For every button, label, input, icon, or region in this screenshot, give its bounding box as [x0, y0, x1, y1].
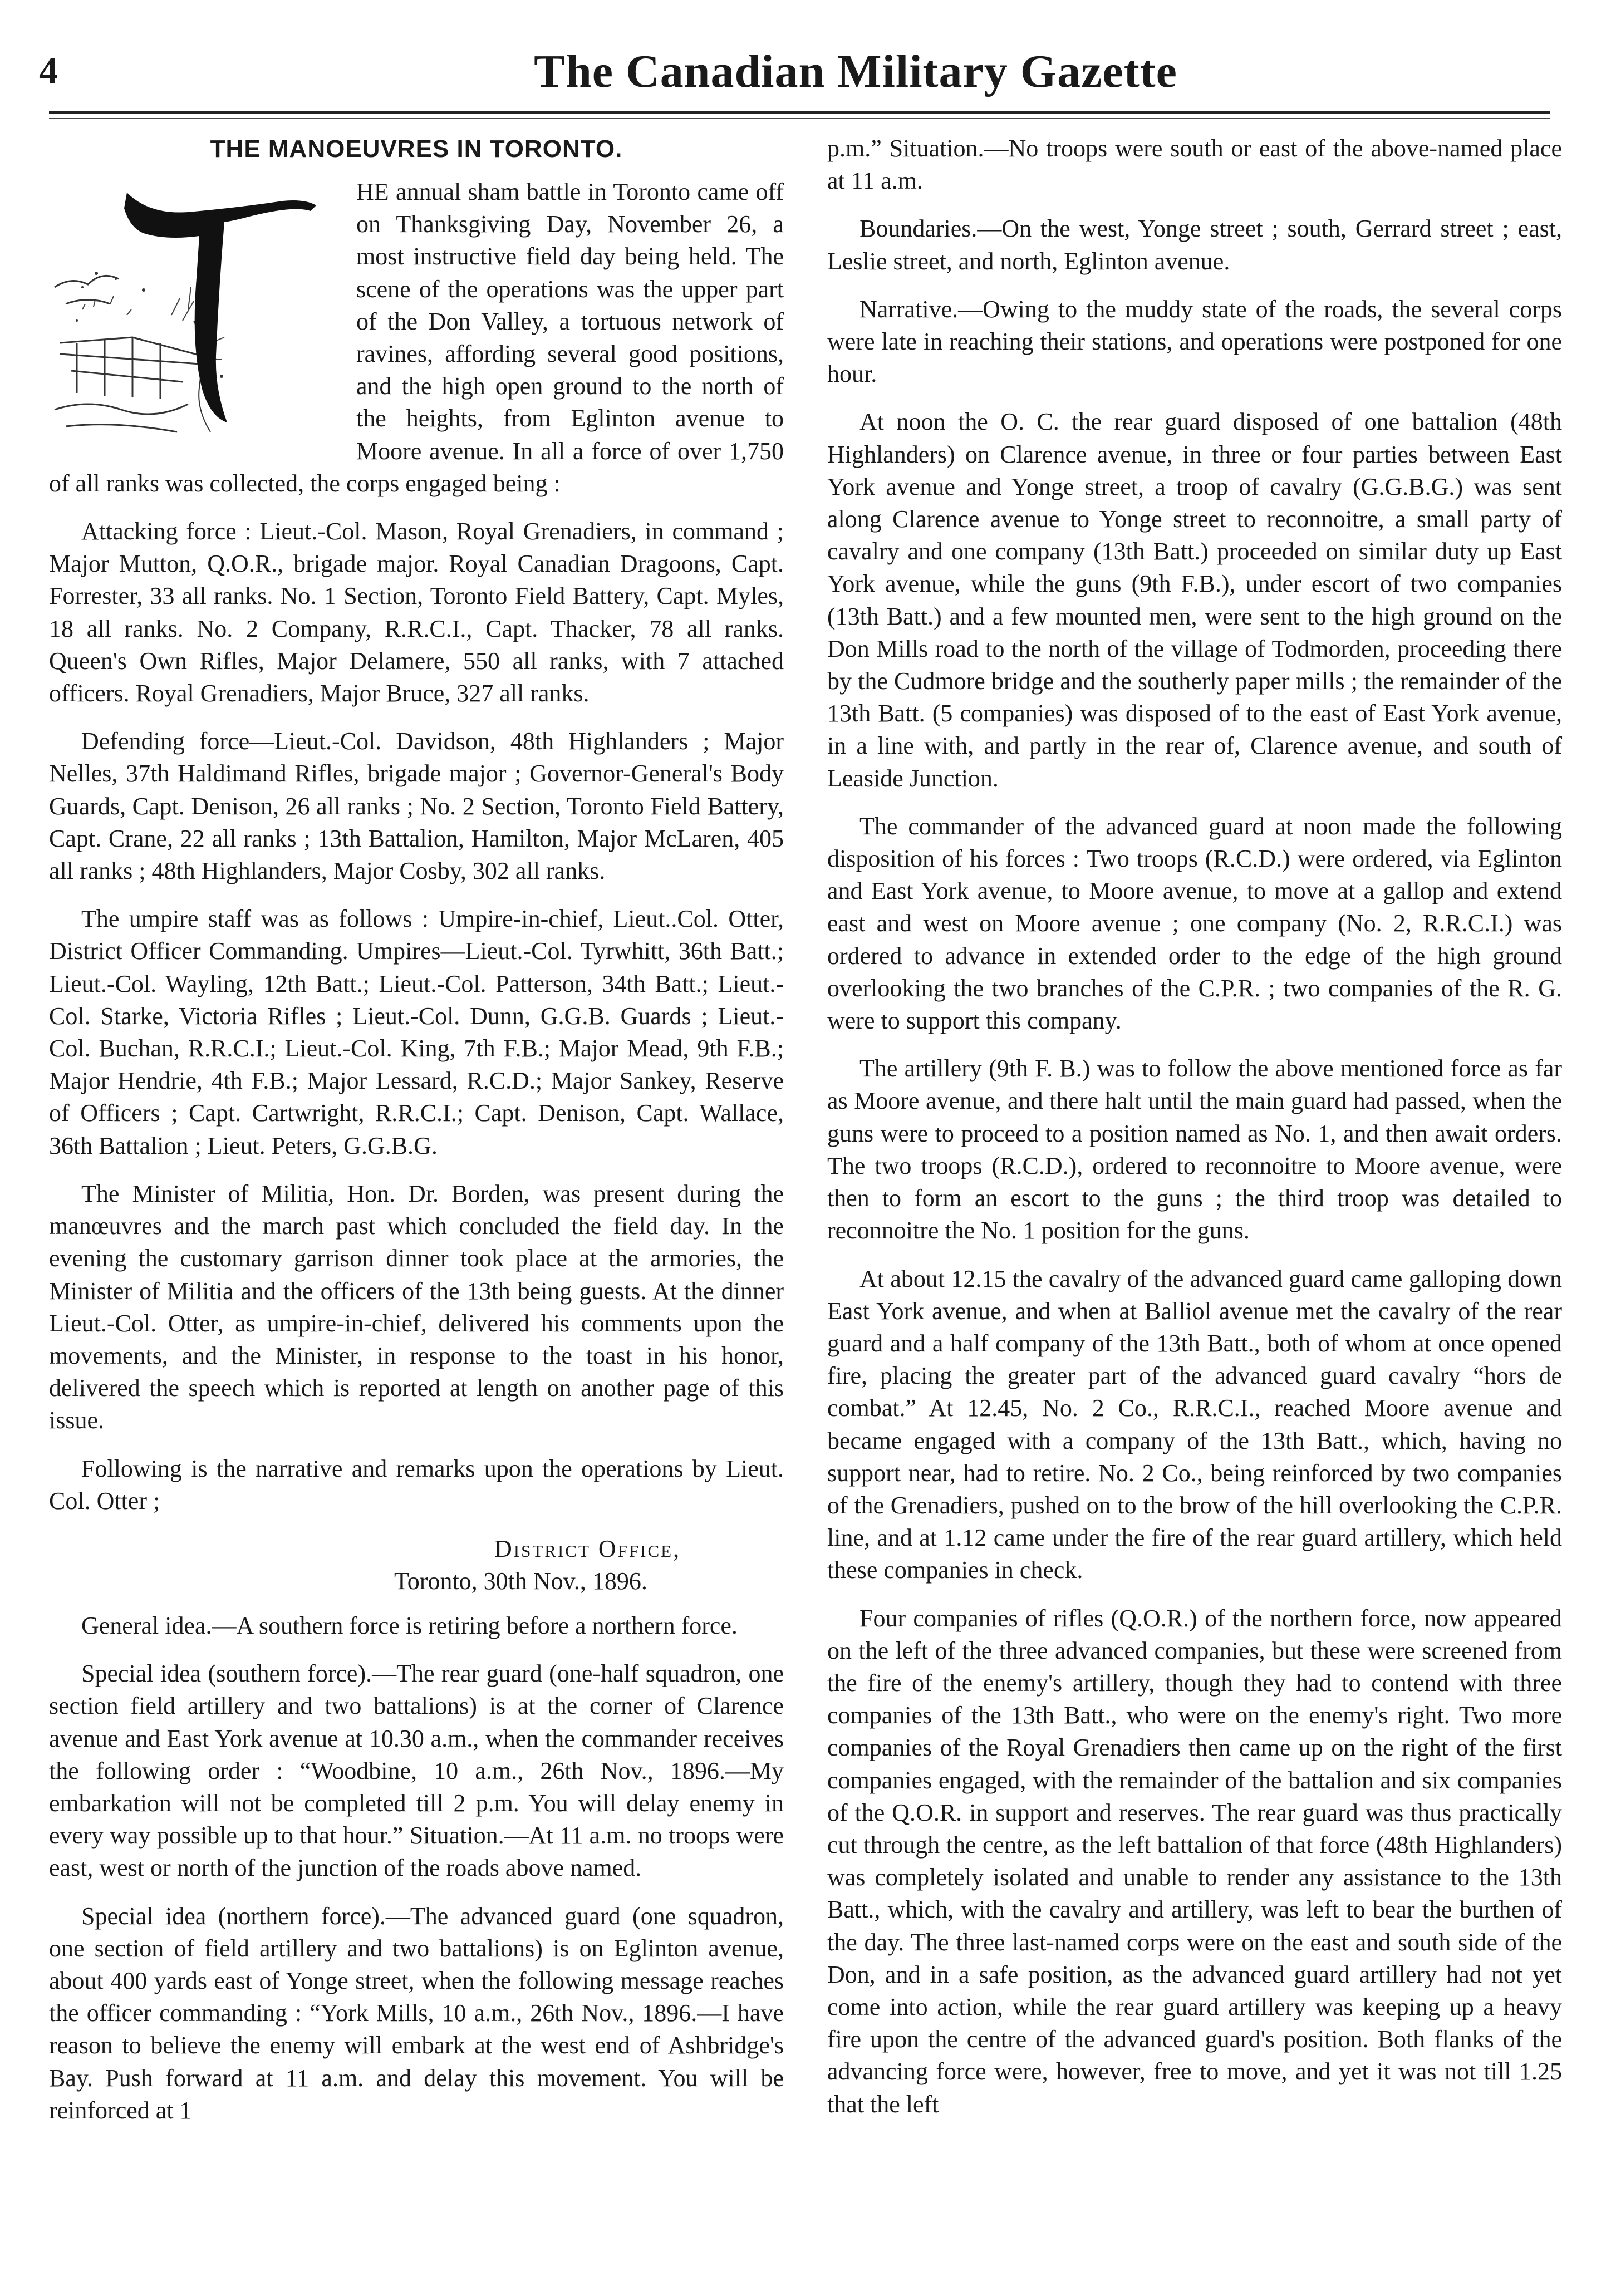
article-paragraph: At noon the O. C. the rear guard disposed of one battalion (48th Highlanders) on Clarence avenue, in three or four parties between East York avenue and Yonge street, a troop of cavalry (G.G.B.G.) was sent along Clarence avenue to Yonge street to reconnoitre, a small party of cavalry and one company (13th Batt.) proceeded on similar duty up East York avenue, while the guns (9th F.B.), under escort of two companies (13th Batt.) and a few mounted men, were sent to the high ground on the Don Mills road to the north of the village of Todmorden, proceeding there by the Cudmore bridge and the southerly paper mills ; the remainder of the 13th Batt. (5 companies) was disposed of to the east of East York avenue, in a line with, and partly in the rear of, Clarence avenue, and south of Leaside Junction. [827, 408, 1562, 792]
article-paragraph: Special idea (northern force).—The advanced guard (one squadron, one section of field artillery and two battalions) is on Eglinton avenue, about 400 yards east of Yonge street, when the following message reaches the officer commanding : “York Mills, 10 a.m., 26th Nov., 1896.—I have reason to believe the enemy will embark at the west end of Ashbridge's Bay. Push forward at 11 a.m. and delay this movement. You will be reinforced at 1 [49, 1902, 784, 2124]
article-paragraph: Attacking force : Lieut.-Col. Mason, Royal Grenadiers, in command ; Major Mutton, Q.O.R., brigade major. Royal Canadian Dragoons, Capt. Forrester, 33 all ranks. No. 1 Section, Toronto Field Battery, Capt. Myles, 18 all ranks. No. 2 Company, R.R.C.I., Capt. Thacker, 78 all ranks. Queen's Own Rifles, Major Delamere, 550 all ranks, with 7 attached officers. Royal Grenadiers, Major Bruce, 327 all ranks. [49, 518, 784, 707]
article-paragraph: The Minister of Militia, Hon. Dr. Borden, was present during the manœuvres and the march past which concluded the field day. In the evening the customary garrison dinner took place at the armories, the Minister of Militia and the officers of the 13th being guests. At the dinner Lieut.-Col. Otter, as umpire-in-chief, delivered his comments upon the movements, and the Minister, in response to the toast in his honor, delivered the speech which is reported at length on another page of this issue. [49, 1179, 784, 1434]
page-number: 4 [39, 50, 58, 92]
article-paragraph: The commander of the advanced guard at noon made the following disposition of his forces : Two troops (R.C.D.) were ordered, via Eglinton and East York avenue, to Moore avenue, to move at a gallop and extend east and west on Moore avenue ; one company (No. 2, R.R.C.I.) was ordered to advance in extended order to the edge of the high ground overlooking the two branches of the C.P.R. ; two companies of the R. G. were to support this company. [827, 812, 1562, 1035]
article-paragraph: p.m.” Situation.—No troops were south or east of the above-named place at 11 a.m. [827, 135, 1562, 195]
article-paragraph: General idea.—A southern force is retiring before a northern force. [81, 1611, 738, 1639]
header-rule [49, 118, 1550, 119]
left-column [49, 132, 784, 2142]
article-paragraph: Defending force—Lieut.-Col. Davidson, 48th Highlanders ; Major Nelles, 37th Haldimand Rifles, brigade major ; Governor-General's Body Guards, Capt. Denison, 26 all ranks ; No. 2 Section, Toronto Field Battery, Capt. Crane, 22 all ranks ; 13th Battalion, Hamilton, Major McLaren, 405 all ranks ; 48th Highlanders, Major Cosby, 302 all ranks. [49, 727, 784, 885]
article-paragraph: Narrative.—Owing to the muddy state of the roads, the several corps were late in reaching their stations, and operations were postponed for one hour. [827, 295, 1562, 388]
article-paragraph: Four companies of rifles (Q.O.R.) of the northern force, now appeared on the left of the three advanced companies, but these were screened from the fire of the enemy's artillery, though they had to contend with three companies of the 13th Batt., who were on the enemy's right. Two more companies of the Royal Grenadiers then came up on the right of the first companies engaged, with the remainder of the battalion and six companies of the Q.O.R. in support and reserves. The rear guard was thus practically cut through the centre, as the left battalion of that force (48th Highlanders) was completely isolated and unable to render any assistance to the 13th Batt., which, with the cavalry and artillery, was left to bear the burthen of the day. The three last-named corps were on the east and south side of the Don, and in a safe position, as the advanced guard artillery had not yet come into action, while the rear guard artillery was keeping up a heavy fire upon the centre of the advanced guard's position. Both flanks of the advancing force were, however, free to move, and yet it was not till 1.25 that the left [827, 1604, 1562, 2118]
ravine-bridge-illustration [43, 176, 344, 454]
intro-paragraph [49, 176, 784, 500]
article-paragraph: Boundaries.—On the west, Yonge street ; south, Gerrard street ; east, Leslie street, and north, Eglinton avenue. [827, 215, 1562, 275]
header-rule [49, 111, 1550, 114]
article-paragraph: Following is the narrative and remarks upon the operations by Lieut. Col. Otter ; [49, 1454, 784, 1515]
right-column [827, 132, 1562, 2136]
article-title: THE MANOEUVRES IN TORONTO. [210, 135, 623, 163]
dropcap-illustration [43, 176, 344, 454]
signature-block [49, 1533, 784, 1597]
signature-office: District Office, [494, 1535, 681, 1562]
signature-dateline: Toronto, 30th Nov., 1896. [394, 1567, 647, 1595]
article-paragraph: The artillery (9th F. B.) was to follow the above mentioned force as far as Moore avenue, and there halt until the main guard had passed, when the guns were to proceed to a position named as No. 1, and then await orders. The two troops (R.C.D.), ordered to reconnoitre to Moore avenue, were then to form an escort to the guns ; the third troop was detailed to reconnoitre the No. 1 position for the guns. [827, 1055, 1562, 1245]
masthead: The Canadian Military Gazette [534, 46, 1177, 97]
intro-text: HE annual sham battle in Toronto came off on Thanksgiving Day, November 26, a most instructive field day being held. The scene of the operations was the upper part of the Don Valley, a tortuous network of ravines, affording several good positions, and the high open ground to the north of the heights, from Eglinton avenue to Moore avenue. In all a force of over 1,750 of all ranks was collected, the corps engaged being : [49, 178, 784, 497]
article-paragraph: The umpire staff was as follows : Umpire-in-chief, Lieut..Col. Otter, District Officer Commanding. Umpires—Lieut.-Col. Tyrwhitt, 36th Batt.; Lieut.-Col. Wayling, 12th Batt.; Lieut.-Col. Patterson, 34th Batt.; Lieut.-Col. Starke, Victoria Rifles ; Lieut.-Col. Dunn, G.G.B. Guards ; Lieut.-Col. Buchan, R.R.C.I.; Lieut.-Col. King, 7th F.B.; Major Mead, 9th F.B.; Major Hendrie, 4th F.B.; Major Lessard, R.C.D.; Major Sankey, Reserve of Officers ; Capt. Cartwright, R.R.C.I.; Capt. Denison, Capt. Wallace, 36th Battalion ; Lieut. Peters, G.G.B.G. [49, 905, 784, 1159]
article-paragraph: Special idea (southern force).—The rear guard (one-half squadron, one section field artillery and two battalions) is at the corner of Clarence avenue and East York avenue at 10.30 a.m., when the commander receives the following order : “Woodbine, 10 a.m., 26th Nov., 1896.—My embarkation will not be completed till 2 p.m. You will delay enemy in every way possible up to that hour.” Situation.—At 11 a.m. no troops were east, west or north of the junction of the roads above named. [49, 1660, 784, 1882]
article-paragraph: At about 12.15 the cavalry of the advanced guard came galloping down East York avenue, and when at Balliol avenue met the cavalry of the rear guard and a half company of the 13th Batt., both of whom at once opened fire, placing the greater part of the advanced guard cavalry “hors de combat.” At 12.45, No. 2 Co., R.R.C.I., reached Moore avenue and became engaged with a company of the 13th Batt., which, having no support near, had to retire. No. 2 Co., being reinforced by two companies of the Grenadiers, pushed on to the brow of the hill overlooking the C.P.R. line, and at 1.12 came under the fire of the rear guard artillery, which held these companies in check. [827, 1265, 1562, 1584]
